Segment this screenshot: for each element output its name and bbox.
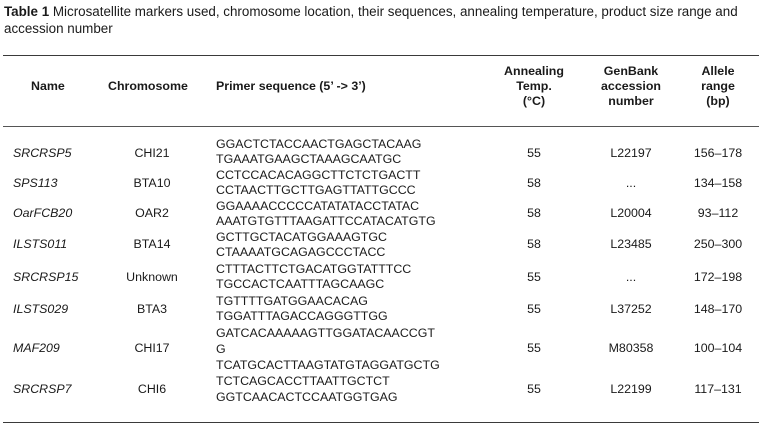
row-8-chromosome: CHI6 [137, 382, 167, 396]
row-6-temp: 55 [527, 302, 541, 316]
table-bottom-rule [3, 422, 759, 423]
header-name: Name [31, 79, 65, 93]
row-6-seq-reverse: TGGATTTAGACCAGGGTTGG [216, 309, 388, 323]
row-4-name: ILSTS011 [13, 237, 68, 251]
row-4-seq-forward: GCTTGCTACATGGAAAGTGC [216, 230, 387, 244]
row-7-seq-reverse: TCATGCACTTAAGTATGTAGGATGCTG [216, 358, 440, 372]
header-acc-line1: GenBank [603, 64, 659, 78]
header-acc-line3: number [608, 94, 654, 108]
row-1-temp: 55 [527, 146, 541, 160]
row-1-seq-forward: GGACTCTACCAACTGAGCTACAAG [216, 137, 422, 151]
row-4-seq-reverse: CTAAAATGCAGAGCCCTACC [216, 245, 386, 259]
row-7-chromosome: CHI17 [134, 341, 170, 355]
row-8-name: SRCRSP7 [13, 382, 72, 396]
row-5-range: 172–198 [693, 270, 743, 284]
row-1-name: SRCRSP5 [13, 146, 72, 160]
row-2-seq-reverse: CCTAACTTGCTTGAGTTATTGCCC [216, 183, 416, 197]
row-3-seq-reverse: AAATGTGTTTAAGATTCCATACATGTG [216, 214, 436, 228]
row-5-seq-forward: CTTTACTTCTGACATGGTATTTCC [216, 262, 412, 276]
row-7-accession: M80358 [608, 341, 654, 355]
header-genbank-accession [590, 64, 672, 109]
row-4-accession: L23485 [610, 237, 652, 251]
row-2-seq-forward: CCTCCACACAGGCTTCTCTGACTT [216, 168, 421, 182]
row-1-accession: L22197 [610, 146, 652, 160]
row-7-seq-forward: GATCACAAAAAGTTGGATACAACCGT [216, 326, 435, 340]
row-8-range: 117–131 [694, 382, 742, 396]
row-7-range: 100–104 [693, 341, 743, 355]
row-1-chromosome: CHI21 [134, 146, 170, 160]
row-3-seq-forward: GGAAAACCCCCATATATACCTATAC [216, 199, 420, 213]
row-2-range: 134–158 [693, 176, 743, 190]
row-1-range: 156–178 [693, 146, 743, 160]
row-5-accession: ... [625, 270, 637, 284]
row-8-seq-forward: TCTCAGCACCTTAATTGCTCT [216, 374, 390, 388]
row-6-accession: L37252 [610, 302, 652, 316]
row-2-chromosome: BTA10 [133, 176, 171, 190]
row-8-seq-reverse: GGTCAACACTCCAATGGTGAG [216, 390, 398, 404]
row-6-range: 148–170 [693, 302, 743, 316]
row-1-seq-reverse: TGAAATGAAGCTAAAGCAATGC [216, 152, 402, 166]
row-8-accession: L22199 [610, 382, 652, 396]
table-caption-text: Microsatellite markers used, chromosome location, their sequences, annealing temperature, product size range and accession number [4, 4, 738, 36]
header-primer-sequence: Primer sequence (5’ -> 3’) [216, 79, 366, 93]
header-acc-line2: accession [601, 79, 661, 93]
table-label: Table 1 [4, 4, 50, 19]
header-temp-line2: Temp. [516, 79, 552, 93]
row-5-name: SRCRSP15 [13, 270, 79, 284]
table-top-rule [3, 55, 759, 56]
header-annealing-temp [496, 64, 572, 109]
row-2-name: SPS113 [13, 176, 58, 190]
row-4-chromosome: BTA14 [133, 237, 171, 251]
header-range-line1: Allele [701, 64, 735, 78]
row-6-seq-forward: TGTTTTGATGGAACACAG [216, 294, 368, 308]
row-6-name: ILSTS029 [13, 302, 69, 316]
row-5-chromosome: Unknown [126, 270, 178, 284]
row-3-chromosome: OAR2 [135, 206, 169, 220]
row-3-name: OarFCB20 [13, 206, 73, 220]
header-range-line3: (bp) [706, 94, 730, 108]
row-7-seq-forward-cont: G [216, 342, 226, 356]
row-3-temp: 58 [527, 206, 541, 220]
header-range-line2: range [701, 79, 735, 93]
row-6-chromosome: BTA3 [136, 302, 168, 316]
header-allele-range [690, 64, 746, 109]
header-temp-line1: Annealing [504, 64, 564, 78]
row-5-temp: 55 [527, 270, 541, 284]
table-caption [4, 3, 756, 37]
row-3-range: 93–112 [697, 206, 739, 220]
row-3-accession: L20004 [610, 206, 652, 220]
header-chromosome: Chromosome [108, 79, 188, 93]
row-4-range: 250–300 [693, 237, 743, 251]
row-7-temp: 55 [527, 341, 541, 355]
header-bottom-rule [3, 126, 759, 127]
row-2-accession: ... [625, 176, 637, 190]
row-5-seq-reverse: TGCCACTCAATTTAGCAAGC [216, 277, 385, 291]
row-8-temp: 55 [527, 382, 541, 396]
header-temp-line3: (°C) [522, 94, 546, 108]
row-2-temp: 58 [527, 176, 541, 190]
row-7-name: MAF209 [13, 341, 60, 355]
row-4-temp: 58 [527, 237, 541, 251]
